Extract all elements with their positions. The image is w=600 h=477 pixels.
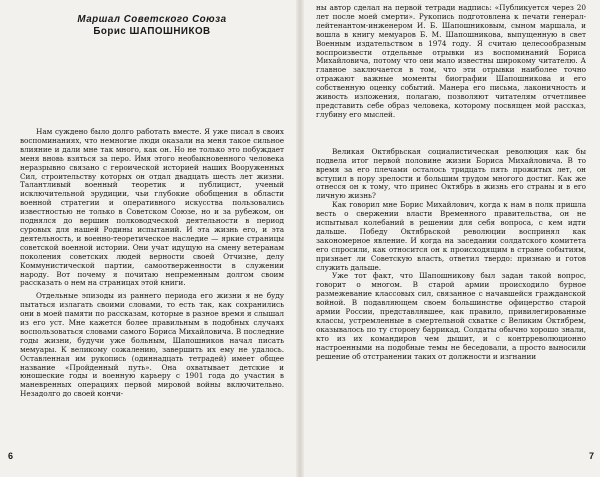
chapter-title <box>20 14 284 38</box>
page-number-right: 7 <box>588 451 594 461</box>
left-paragraph-1: Нам суждено было долго работать вместе. Я уже писал в своих воспоминаниях, что немногие люди оказали на меня такое сильное влияние и дали мне так много, как он. Но не только это побуждает меня вновь взяться за перо. Имя этого необыкновенного человека неразрывно связано с героической историей наших Вооруженных Сил, строительству которых он отдал двадцать шесть лет жизни. Талантливый военный теоретик и публицист, ученый исключительной эрудиции, чьи глубокие обобщения в области военной стратегии и оперативного искусства пользовались известностью не только в Советском Союзе, но и за рубежом, он поднялся до вершин полководческой деятельности в период суровых для нашей Родины испытаний. И эта жизнь его, и эта деятельность, и военно-теоретическое наследие — яркие страницы советской военной истории. Они учат идущую на смену ветеранам поколения советских людей верности своей Отчизне, делу Коммунистической партии, самоотверженности в служении народу. Вот почему я почитаю непременным долгом своим рассказать о нем на страницах этой книги. <box>20 127 284 288</box>
right-paragraph-2: Великая Октябрьская социалистическая революция как бы подвела итог первой половине жизни Бориса Михайловича. В то время за его плечами осталось тридцать пять прожитых лет, он вступил в пору зрелости и большим трудом многого достиг. Как же отнесся он к тому, что принес Октябрь в жизнь его страны и в его личную жизнь? <box>316 146 586 201</box>
book-gutter <box>296 0 304 477</box>
right-paragraph-3: Как говорил мне Борис Михайлович, когда к нам в полк пришла весть о свержении власти Временного правительства, он не испытывал колебаний в решении для себя вопроса, с кем идти дальше. Победу Октябрьской революции воспринял как закономерное явление. И когда на заседании солдатского комитета его спросили, как относится он к происходящим в стране событиям, признает ли Советскую власть, ответил твердо: признаю и готов служить дальше. <box>316 200 586 272</box>
left-paragraph-2: Отдельные эпизоды из раннего периода его жизни я не буду пытаться излагать своими словами, то есть так, как сохранились они в моей памяти по рассказам, которые в разное время я слышал из его уст. Мне кажется более правильным в подобных случаях воспользоваться словами самого Бориса Михайловича. В последние годы жизни, будучи уже больным, Шапошников начал писать мемуары. К великому сожалению, завершить их ему не удалось. Оставленная им рукопись (одиннадцать тетрадей) имеет общее название «Пройденный путь». Она охватывает детские и юношеские годы и военную карьеру с 1901 года до участия в маневренных операциях первой мировой войны включительно. Незадолго до своей кончи- <box>20 291 284 399</box>
right-page <box>304 0 600 477</box>
title-rank: Маршал Советского Союза <box>77 14 227 25</box>
right-paragraph-4: Уже тот факт, что Шапошникову был задан такой вопрос, говорит о многом. В старой армии происходило бурное размежевание классовых сил, связанное с начавшейся гражданской войной. В подавляющем своем большинстве офицерство старой армии России, представлявшее, как правило, привилегированные классы, устремленные в смертельной схватке с Великим Октябрем, оказывалось по ту сторону баррикад. Солдаты обычно хорошо знали, кто из их командиров чем дышит, и с контрреволюционно настроенными на подобные темы не беседовали, а просто выносили решение об отстранении таких от должности и изгнании <box>316 271 586 361</box>
left-page <box>0 0 296 477</box>
title-name: Борис ШАПОШНИКОВ <box>93 26 211 37</box>
page-number-left: 6 <box>8 451 14 461</box>
right-paragraph-1: ны автор сделал на первой тетради надпись: «Публикуется через 20 лет после моей смерти». Рукопись подготовлена к печати генерал-лейтенантом-инженером И. Б. Шапошниковым, сыном маршала, и вошла в книгу мемуаров Б. М. Шапошникова, выпущенную в свет Военным издательством в 1974 году. Я считаю целесообразным воспроизвести отдельные отрывки из воспоминаний Бориса Михайловича, потому что они мало известны широкому читателю. А главное заключается в том, что эти отрывки наиболее точно отражают важные моменты биографии Шапошникова и его собственную оценку событий. Манера его письма, лаконичность и живость изложения, полагаю, позволяют читателям отчетливее представить себе образ человека, которому посвящен мой рассказ, глубину его мыслей. <box>316 3 586 119</box>
